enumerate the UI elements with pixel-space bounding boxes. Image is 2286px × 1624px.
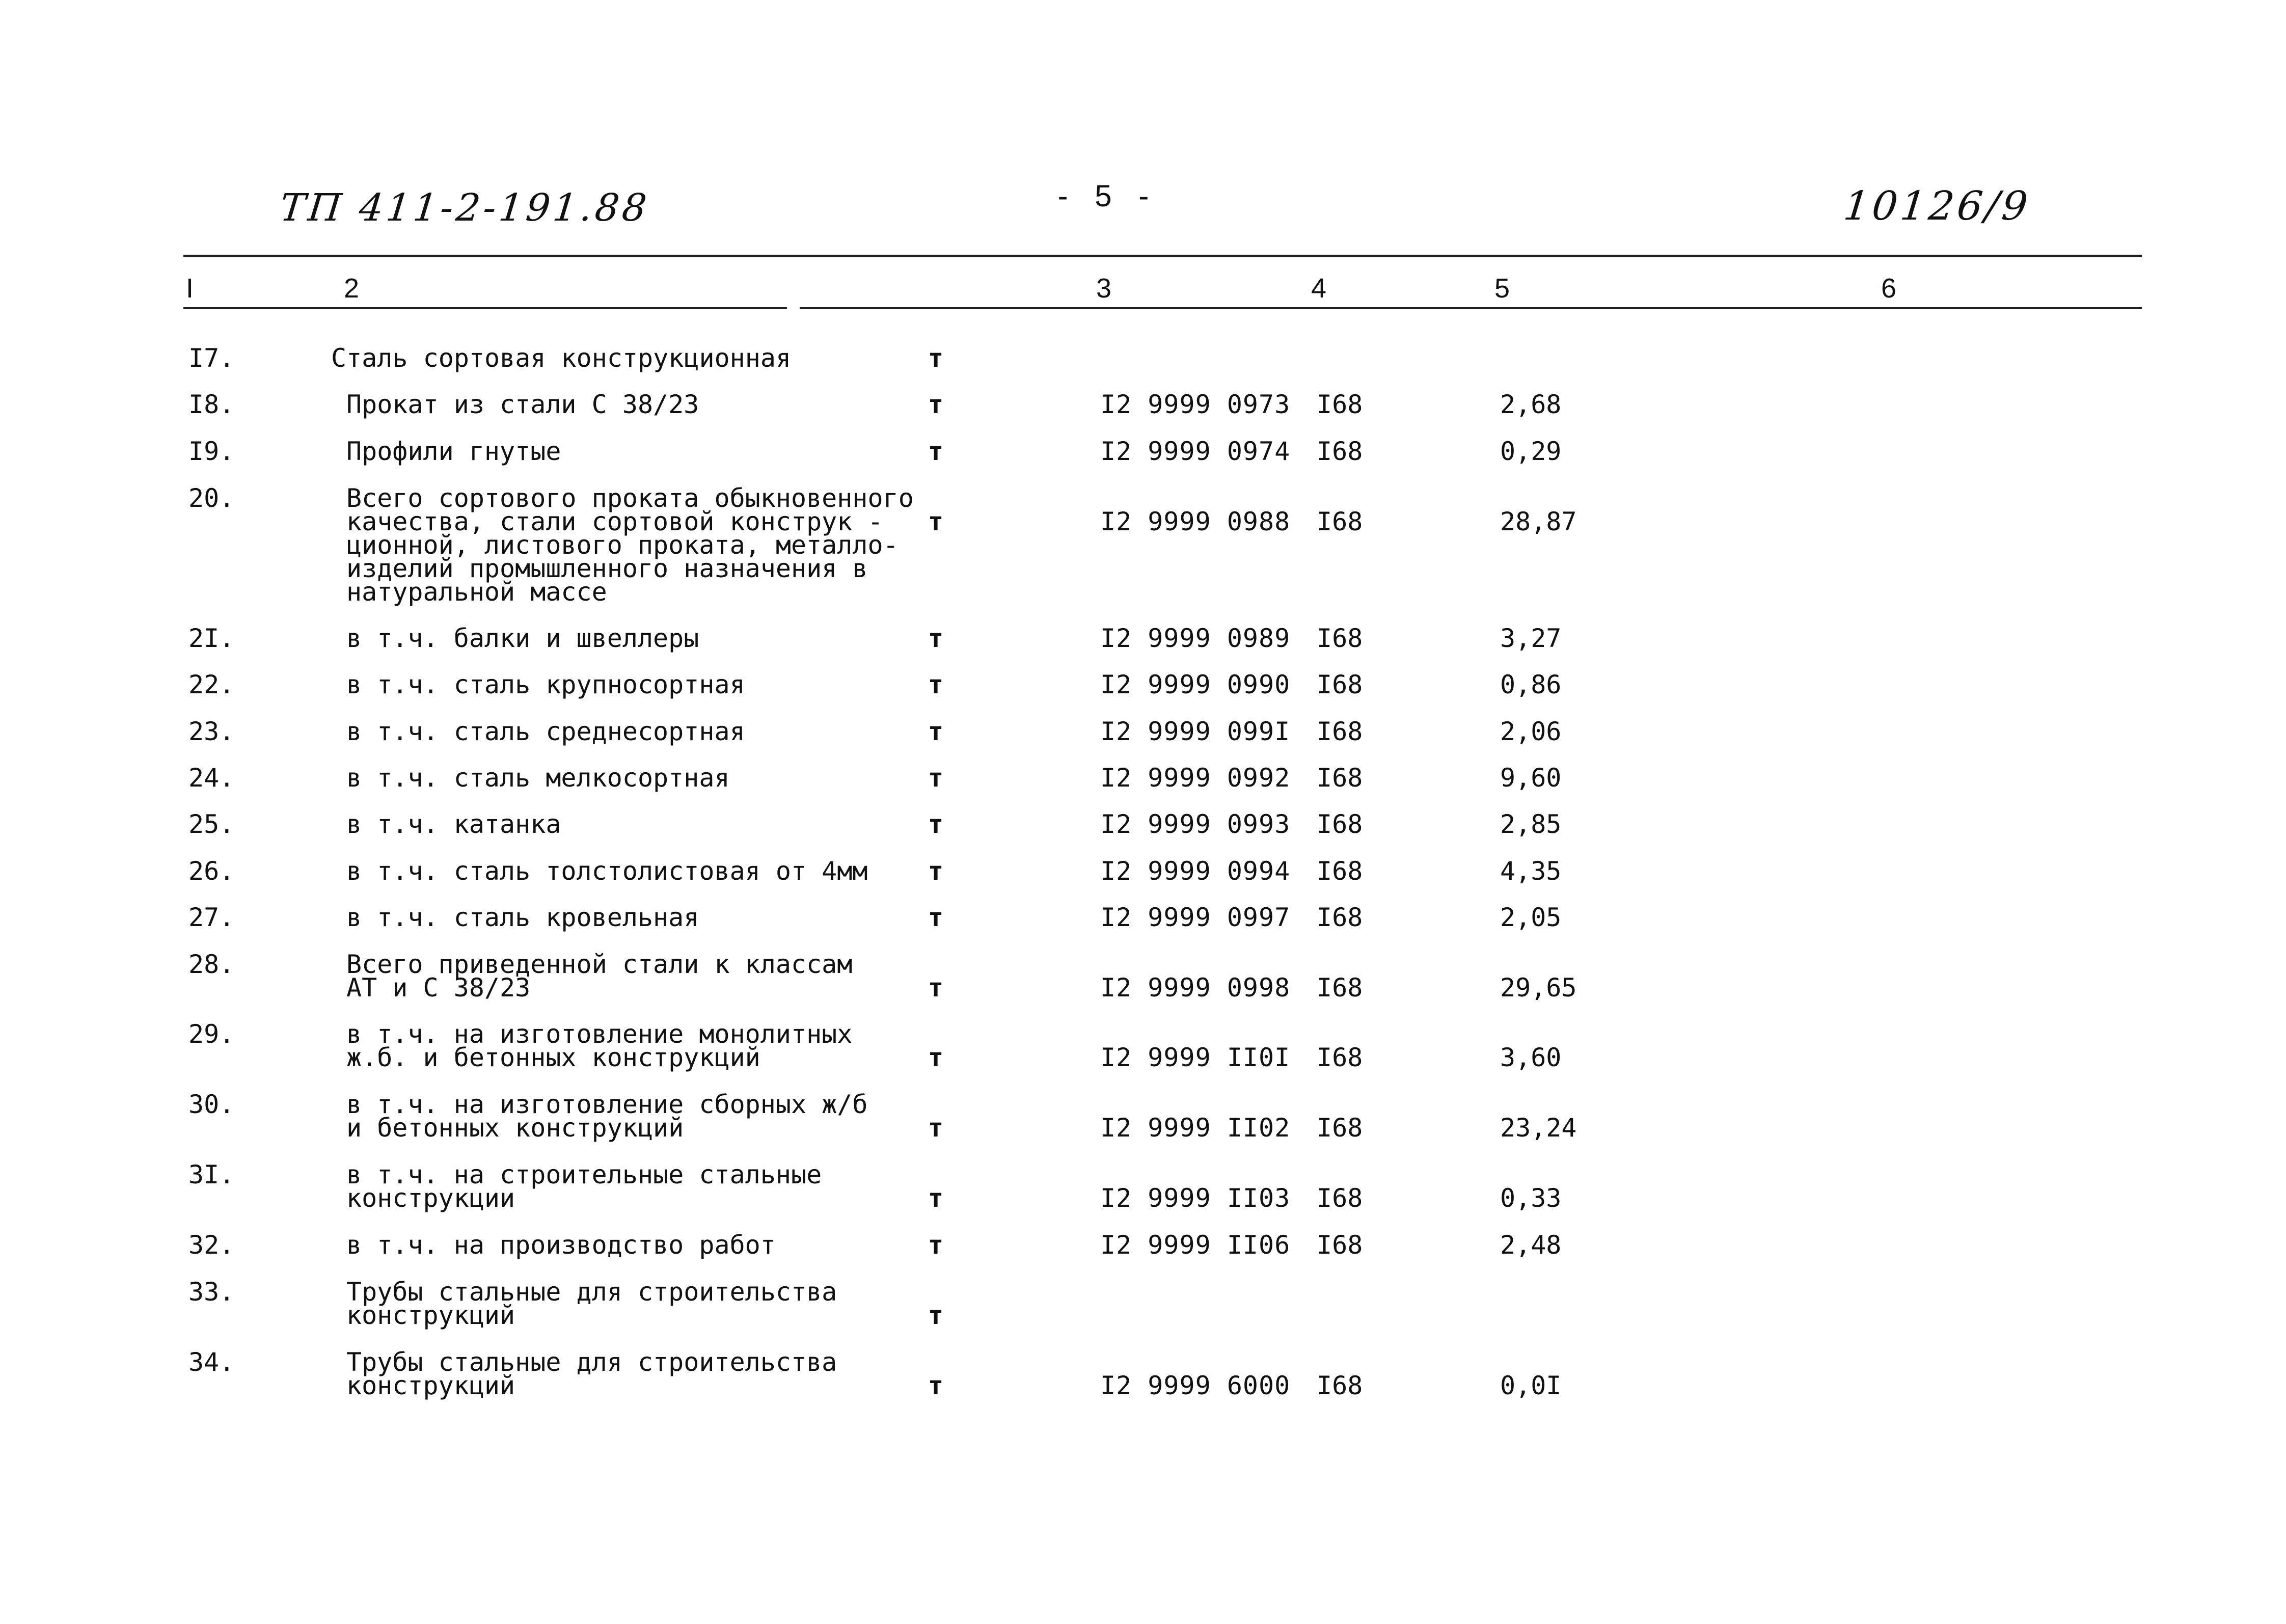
column-header-2: 2 — [344, 273, 360, 304]
row-code: I2 9999 0997 — [1100, 903, 1291, 932]
row-col4: I68 — [1317, 1113, 1363, 1143]
row-unit: т — [928, 343, 944, 373]
row-col4: I68 — [1317, 1183, 1363, 1213]
row-code: I2 9999 0994 — [1100, 856, 1291, 886]
row-unit: т — [928, 717, 944, 746]
column-header-rule-right — [800, 307, 2142, 309]
row-name: Прокат из стали С 38/23 — [346, 390, 699, 419]
row-name: в т.ч. на строительные стальные конструкции — [346, 1160, 822, 1213]
row-col5: 23,24 — [1500, 1113, 1577, 1143]
page-number: - 5 - — [1057, 179, 1158, 213]
row-code: I2 9999 0974 — [1100, 437, 1291, 466]
row-number: 20. — [188, 483, 235, 513]
row-col4: I68 — [1317, 809, 1363, 839]
row-col4: I68 — [1317, 670, 1363, 699]
row-number: 33. — [188, 1277, 235, 1307]
row-number: 32. — [188, 1230, 235, 1260]
row-code: I2 9999 II06 — [1100, 1230, 1291, 1260]
row-number: 22. — [188, 670, 235, 699]
row-number: 29. — [188, 1019, 235, 1049]
row-col5: 0,29 — [1500, 437, 1562, 466]
row-col4: I68 — [1317, 507, 1363, 536]
column-header-3: 3 — [1096, 273, 1112, 304]
column-header-6: 6 — [1881, 273, 1897, 304]
row-col5: 2,48 — [1500, 1230, 1562, 1260]
row-unit: т — [928, 437, 944, 466]
row-unit: т — [928, 1043, 944, 1072]
row-col4: I68 — [1317, 624, 1363, 653]
row-col4: I68 — [1317, 903, 1363, 932]
row-col5: 0,0I — [1500, 1371, 1562, 1400]
row-number: 34. — [188, 1347, 235, 1377]
row-unit: т — [928, 856, 944, 886]
row-unit: т — [928, 809, 944, 839]
row-unit: т — [928, 1301, 944, 1330]
row-col4: I68 — [1317, 390, 1363, 419]
row-name: в т.ч. на изготовление сборных ж/б и бетонных конструкций — [346, 1090, 868, 1143]
row-name: в т.ч. сталь крупносортная — [346, 670, 745, 699]
row-code: I2 9999 099I — [1100, 717, 1291, 746]
row-unit: т — [928, 1113, 944, 1143]
row-name: Всего сортового проката обыкновенного качества, стали сортовой конструк - ционной, листового проката, металло- изделий промышленного назначения в натуральной массе — [346, 483, 914, 607]
row-number: 2I. — [188, 624, 235, 653]
row-unit: т — [928, 1230, 944, 1260]
row-col5: 0,33 — [1500, 1183, 1562, 1213]
row-number: 3I. — [188, 1160, 235, 1189]
row-col5: 29,65 — [1500, 973, 1577, 1003]
column-header-4: 4 — [1311, 273, 1327, 304]
row-number: 23. — [188, 717, 235, 746]
row-name: Всего приведенной стали к классам АТ и С 38/23 — [346, 950, 853, 1003]
row-col4: I68 — [1317, 437, 1363, 466]
row-unit: т — [928, 1371, 944, 1400]
row-col4: I68 — [1317, 1043, 1363, 1072]
row-unit: т — [928, 763, 944, 793]
row-name: Профили гнутые — [346, 437, 561, 466]
row-unit: т — [928, 1183, 944, 1213]
row-unit: т — [928, 973, 944, 1003]
row-number: 30. — [188, 1090, 235, 1119]
row-number: 25. — [188, 809, 235, 839]
row-name: в т.ч. на изготовление монолитных ж.б. и бетонных конструкций — [346, 1019, 853, 1072]
row-col5: 9,60 — [1500, 763, 1562, 793]
row-code: I2 9999 6000 — [1100, 1371, 1291, 1400]
row-number: 26. — [188, 856, 235, 886]
column-header-5: 5 — [1494, 273, 1510, 304]
row-code: I2 9999 II03 — [1100, 1183, 1291, 1213]
top-rule — [183, 255, 2142, 257]
row-code: I2 9999 0993 — [1100, 809, 1291, 839]
row-name: в т.ч. сталь толстолистовая от 4мм — [346, 856, 868, 886]
row-col4: I68 — [1317, 763, 1363, 793]
row-code: I2 9999 II02 — [1100, 1113, 1291, 1143]
column-header-1: I — [186, 273, 194, 304]
row-unit: т — [928, 507, 944, 536]
row-code: I2 9999 0998 — [1100, 973, 1291, 1003]
row-name: Сталь сортовая конструкционная — [331, 343, 792, 373]
row-code: I2 9999 0973 — [1100, 390, 1291, 419]
sheet-number: 10126/9 — [1841, 183, 2033, 229]
row-unit: т — [928, 390, 944, 419]
row-number: I8. — [188, 390, 235, 419]
row-unit: т — [928, 903, 944, 932]
row-number: I9. — [188, 437, 235, 466]
row-number: I7. — [188, 343, 235, 373]
row-col4: I68 — [1317, 1371, 1363, 1400]
row-col4: I68 — [1317, 1230, 1363, 1260]
row-number: 27. — [188, 903, 235, 932]
row-col5: 2,85 — [1500, 809, 1562, 839]
row-code: I2 9999 0989 — [1100, 624, 1291, 653]
row-col4: I68 — [1317, 717, 1363, 746]
document-code: ТП 411-2-191.88 — [278, 186, 652, 230]
row-col4: I68 — [1317, 856, 1363, 886]
row-unit: т — [928, 670, 944, 699]
row-name: в т.ч. сталь среднесортная — [346, 717, 745, 746]
row-name: в т.ч. катанка — [346, 809, 561, 839]
row-number: 24. — [188, 763, 235, 793]
row-col5: 0,86 — [1500, 670, 1562, 699]
row-code: I2 9999 0992 — [1100, 763, 1291, 793]
row-col5: 2,06 — [1500, 717, 1562, 746]
row-name: Трубы стальные для строительства конструкций — [346, 1277, 837, 1330]
row-name: в т.ч. сталь кровельная — [346, 903, 699, 932]
row-number: 28. — [188, 950, 235, 979]
column-header-rule-left — [183, 307, 787, 309]
row-name: в т.ч. балки и швеллеры — [346, 624, 699, 653]
row-col5: 2,68 — [1500, 390, 1562, 419]
row-code: I2 9999 0990 — [1100, 670, 1291, 699]
row-name: Трубы стальные для строительства конструкций — [346, 1347, 837, 1400]
row-code: I2 9999 II0I — [1100, 1043, 1291, 1072]
row-code: I2 9999 0988 — [1100, 507, 1291, 536]
row-name: в т.ч. сталь мелкосортная — [346, 763, 730, 793]
row-col4: I68 — [1317, 973, 1363, 1003]
row-name: в т.ч. на производство работ — [346, 1230, 776, 1260]
row-col5: 4,35 — [1500, 856, 1562, 886]
row-col5: 28,87 — [1500, 507, 1577, 536]
row-col5: 3,27 — [1500, 624, 1562, 653]
row-unit: т — [928, 624, 944, 653]
row-col5: 2,05 — [1500, 903, 1562, 932]
row-col5: 3,60 — [1500, 1043, 1562, 1072]
